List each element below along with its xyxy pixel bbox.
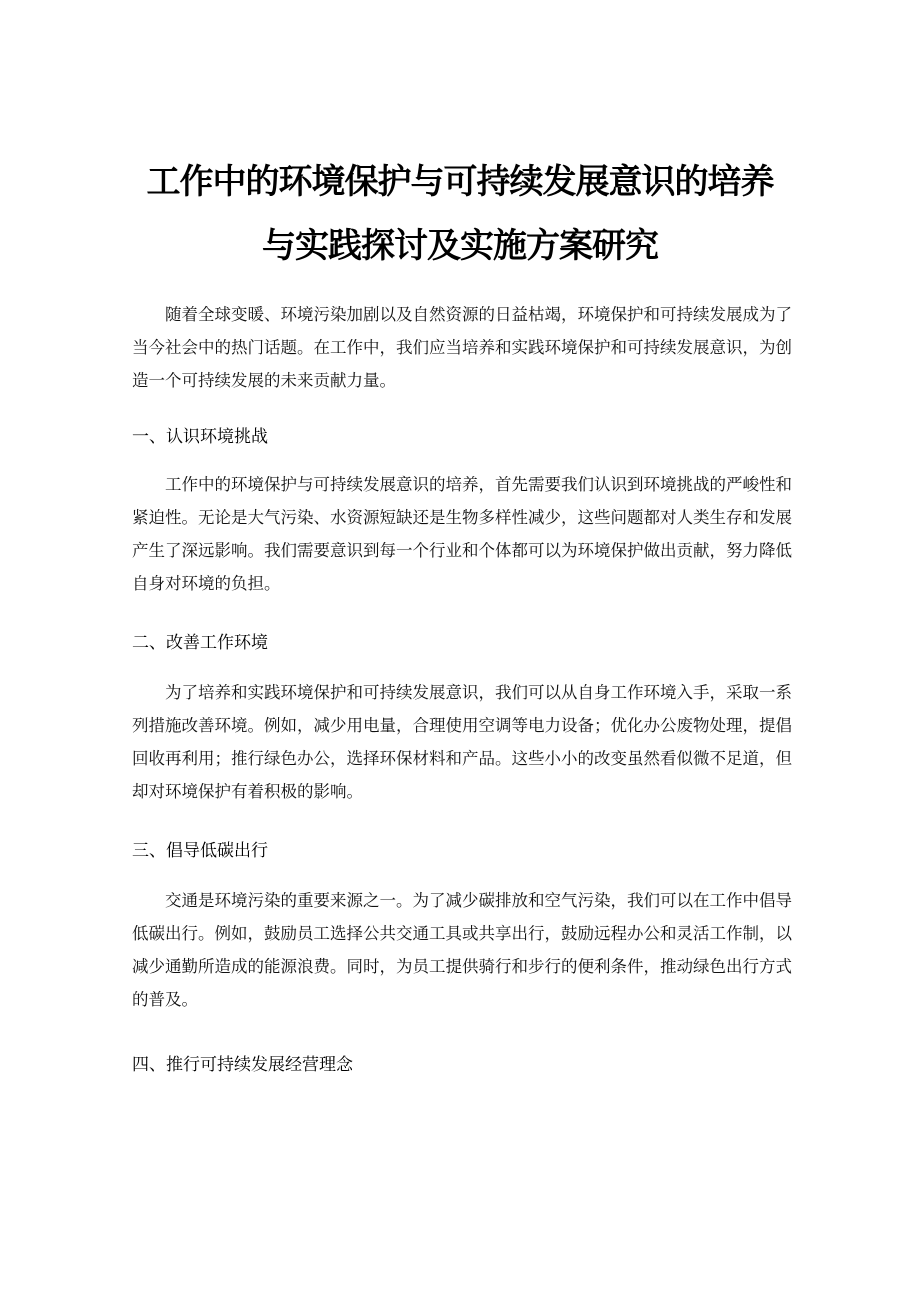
section-heading-3: 三、倡导低碳出行 [132, 841, 268, 861]
section-heading-4: 四、推行可持续发展经营理念 [132, 1055, 353, 1075]
section-paragraph-3: 交通是环境污染的重要来源之一。为了减少碳排放和空气污染，我们可以在工作中倡导低碳出行。例如，鼓励员工选择公共交通工具或共享出行，鼓励远程办公和灵活工作制，以减少通勤所造成的能源浪费。同时，为员工提供骑行和步行的便利条件，推动绿色出行方式的普及。 [132, 891, 792, 1009]
section-heading-1: 一、认识环境挑战 [132, 427, 268, 447]
document-title-line-2: 与实践探讨及实施方案研究 [262, 226, 658, 266]
section-heading-2: 二、改善工作环境 [132, 633, 268, 653]
section-paragraph-1: 工作中的环境保护与可持续发展意识的培养，首先需要我们认识到环境挑战的严峻性和紧迫性。无论是大气污染、水资源短缺还是生物多样性减少，这些问题都对人类生存和发展产生了深远影响。我们需要意识到每一个行业和个体都可以为环境保护做出贡献，努力降低自身对环境的负担。 [132, 475, 792, 593]
section-paragraph-2: 为了培养和实践环境保护和可持续发展意识，我们可以从自身工作环境入手，采取一系列措施改善环境。例如，减少用电量，合理使用空调等电力设备；优化办公废物处理，提倡回收再利用；推行绿色办公，选择环保材料和产品。这些小小的改变虽然看似微不足道，但却对环境保护有着积极的影响。 [132, 683, 792, 801]
intro-paragraph: 随着全球变暖、环境污染加剧以及自然资源的日益枯竭，环境保护和可持续发展成为了当今社会中的热门话题。在工作中，我们应当培养和实践环境保护和可持续发展意识，为创造一个可持续发展的未来贡献力量。 [132, 305, 792, 390]
document-title-line-1: 工作中的环境保护与可持续发展意识的培养 [146, 162, 774, 202]
